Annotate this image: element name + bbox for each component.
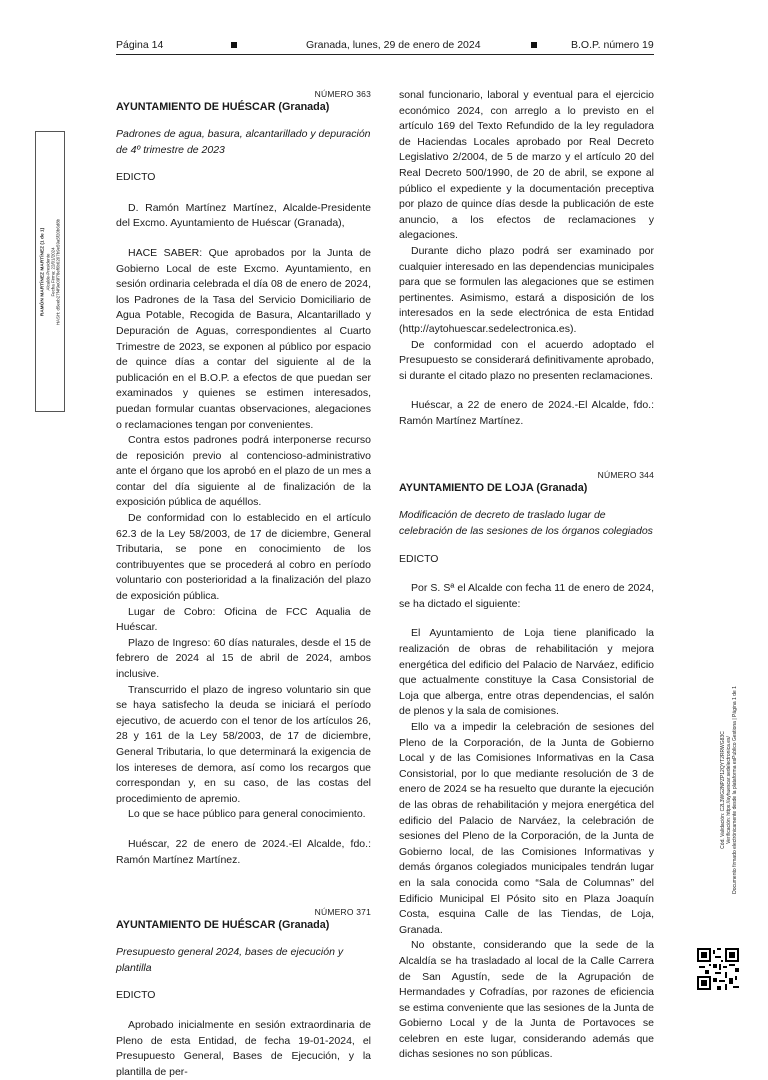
issuer-heading: AYUNTAMIENTO DE HUÉSCAR (Granada) (116, 101, 330, 113)
issuer-heading: AYUNTAMIENTO DE LOJA (Granada) (399, 482, 588, 495)
paragraph: Contra estos padrones podrá interponerse recurso de reposición previo al contencioso-administrativo ante el órgano que los aprobó en el plazo de un mes a contar del día siguiente al de finalización de la exposición pública de aquéllos. (116, 434, 371, 509)
paragraph: Aprobado inicialmente en sesión extraordinaria de Pleno de esta Entidad, de fecha 19-01-2024, el Presupuesto General, Bases de Ejecución, y la plantilla de per- (116, 1018, 371, 1078)
edict-label: EDICTO (116, 989, 156, 1002)
paragraph: Lo que se hace público para general conocimiento. (128, 808, 366, 821)
issuer-heading: AYUNTAMIENTO DE HUÉSCAR (Granada) (116, 919, 330, 932)
paragraph: El Ayuntamiento de Loja tiene planificado la realización de obras de rehabilitación y mejora energética del edificio del Palacio de Narváez, edificio que actualmente constituye la Casa Consistorial de Loja que alberga, entre otras dependencias, el salón de plenos y la sala de comisiones. (399, 627, 654, 718)
paragraph: Plazo de Ingreso: 60 días naturales, desde el 15 de febrero de 2024 al 15 de abril de 2024, ambos inclusive. (116, 636, 371, 680)
signer-name: RAMÓN MARTÍNEZ MARTÍNEZ (1 de 1) (40, 227, 46, 316)
paragraph: De conformidad con el acuerdo adoptado el Presupuesto se considerará definitivamente aprobado, si durante el citado plazo no presenten reclamaciones. (399, 338, 654, 382)
paragraph: D. Ramón Martínez Martínez, Alcalde-Presidente del Excmo. Ayuntamiento de Huéscar (Granada), (116, 201, 371, 230)
right-column (399, 88, 654, 1063)
signature-hash: HASH: d5eeb27f4f9e09f78ef6b6207b9e59a5f20b6d8b (55, 218, 61, 325)
announcement-subject: Padrones de agua, basura, alcantarillado y depuración de 4º trimestre de 2023 (116, 128, 371, 156)
qr-code-icon[interactable] (697, 948, 739, 990)
announcement-number: NÚMERO 344 (597, 470, 654, 481)
signature-line: Huéscar, 22 de enero de 2024.-El Alcalde, fdo.: Ramón Martínez Martínez. (116, 837, 371, 866)
signature-stamp (35, 131, 65, 412)
paragraph: No obstante, considerando que la sede de la Alcaldía se ha trasladado al local de la Calle Carrera de San Agustín, sede de la Agrupación de Hermandades y Cofradías, por razones de eficiencia se estima conveniente que las sesiones de la Junta de Gobierno Local y de la Junta de Portavoces se celebren en este lugar, considerando además que dichas sesiones no son públicas. (399, 939, 654, 1061)
signer-role: Alcalde-Presidente (45, 253, 51, 290)
paragraph: Transcurrido el plazo de ingreso voluntario sin que se haya satisfecho la deuda se iniciará el período ejecutivo, de acuerdo con el tenor de los artículos 26, 28 y 161 de la Ley 58/2003, de 17 de diciembre, General Tributaria, lo que determinará la exigencia de los intereses de demora, así como los recargos que correspondan y, en su caso, de las costas del procedimiento de apremio. (116, 683, 371, 805)
announcement-subject: Modificación de decreto de traslado lugar de celebración de las sesiones de los órganos colegiados (399, 509, 653, 538)
validation-code: Cód. Validación: C2L3WG2NPZP12QYT2RRWG83C (720, 731, 726, 849)
separator-square-icon (231, 42, 237, 48)
announcement-subject: Presupuesto general 2024, bases de ejecución y plantilla (116, 946, 344, 974)
separator-square-icon (531, 42, 537, 48)
paragraph: Lugar de Cobro: Oficina de FCC Aqualia de Huéscar. (116, 605, 371, 634)
paragraph: Por S. Sª el Alcalde con fecha 11 de enero de 2024, se ha dictado el siguiente: (399, 582, 654, 610)
bop-number: B.O.P. número 19 (571, 39, 654, 51)
paragraph: Ello va a impedir la celebración de sesiones del Pleno de la Corporación, de la Junta de Gobierno Local y de las Comisiones Informativas en la Casa Consistorial, por lo que mediante resolución de 3 de enero de 2024 se ha resuelto que durante la ejecución de las obras de rehabilitación y mejora energética del edificio del Palacio de Narváez, la celebración de sesiones del Pleno de la Corporación, de la Junta de Gobierno local, de las Comisiones Informativas y demás órganos colegiados municipales tendrán lugar en la sala conocida como “Sala de Columnas” del Edificio Municipal El Pósito sito en Plaza Joaquín Costa, esquina Calle de las Tiendas, de Loja, Granada. (399, 721, 654, 936)
paragraph: Durante dicho plazo podrá ser examinado por cualquier interesado en las dependencias municipales para que se formulen las alegaciones que se estimen pertinentes. Asimismo, estará a disposición de los interesados en la sede electrónica de esta Entidad (http://aytohuescar.sedelectronica.es). (399, 244, 654, 335)
validation-strip (720, 630, 738, 950)
edict-label: EDICTO (116, 171, 156, 184)
issue-date: Granada, lunes, 29 de enero de 2024 (306, 39, 481, 51)
page-header (116, 38, 654, 55)
left-column (116, 88, 371, 1080)
signature-platform-note: Documento firmado electrónicamente desde la plataforma esPublico Gestiona | Página 1 de 1 (732, 686, 738, 894)
paragraph: sonal funcionario, laboral y eventual para el ejercicio económico 2024, con arreglo a lo previsto en el artículo 169 del Texto Refundido de la ley reguladora de Haciendas Locales aprobado por Real Decreto Legislativo 2/2004, de 5 de marzo y el artículo 20 del Real Decreto 500/1990, de 20 de abril, se expone al público el expediente y la documentación preceptiva por plazo de quince días desde la publicación de este anuncio, a los efectos de reclamaciones y alegaciones. (399, 89, 654, 242)
signature-stamp-text (40, 137, 61, 407)
announcement-number: NÚMERO 371 (314, 907, 371, 918)
signature-date: Fecha Firma: 22/01/2024 (50, 246, 56, 297)
paragraph: HACE SABER: Que aprobados por la Junta de Gobierno Local de este Excmo. Ayuntamiento, en sesión ordinaria celebrada el día 08 de enero de 2024, los Padrones de la Tasa del Servicio Domiciliario de Agua Potable, Recogida de Basura, Alcantarillado y Depuración de Aguas, correspondientes al Cuarto Trimestre de 2023, se exponen al público por espacio de quince días a contar del siguiente al de la publicación en el B.O.P. a efectos de que puedan ser examinados y quienes se estimen interesados, puedan formular cuantas observaciones, alegaciones o reclamaciones tengan por convenientes. (116, 246, 371, 431)
edict-label: EDICTO (399, 552, 439, 565)
page-number: Página 14 (116, 39, 164, 51)
signature-line: Huéscar, a 22 de enero de 2024.-El Alcalde, fdo.: Ramón Martínez Martínez. (399, 399, 654, 427)
paragraph: De conformidad con lo establecido en el artículo 62.3 de la Ley 58/2003, de 17 de diciembre, General Tributaria, se pone en conocimiento de los contribuyentes que se procederá al cobro en período voluntario con posterioridad a la finalización del plazo de exposición pública. (116, 512, 371, 603)
announcement-number: NÚMERO 363 (314, 89, 371, 99)
verification-url[interactable]: Verificación: https://ayhuescar.sedelectronica.es/ (726, 736, 732, 844)
